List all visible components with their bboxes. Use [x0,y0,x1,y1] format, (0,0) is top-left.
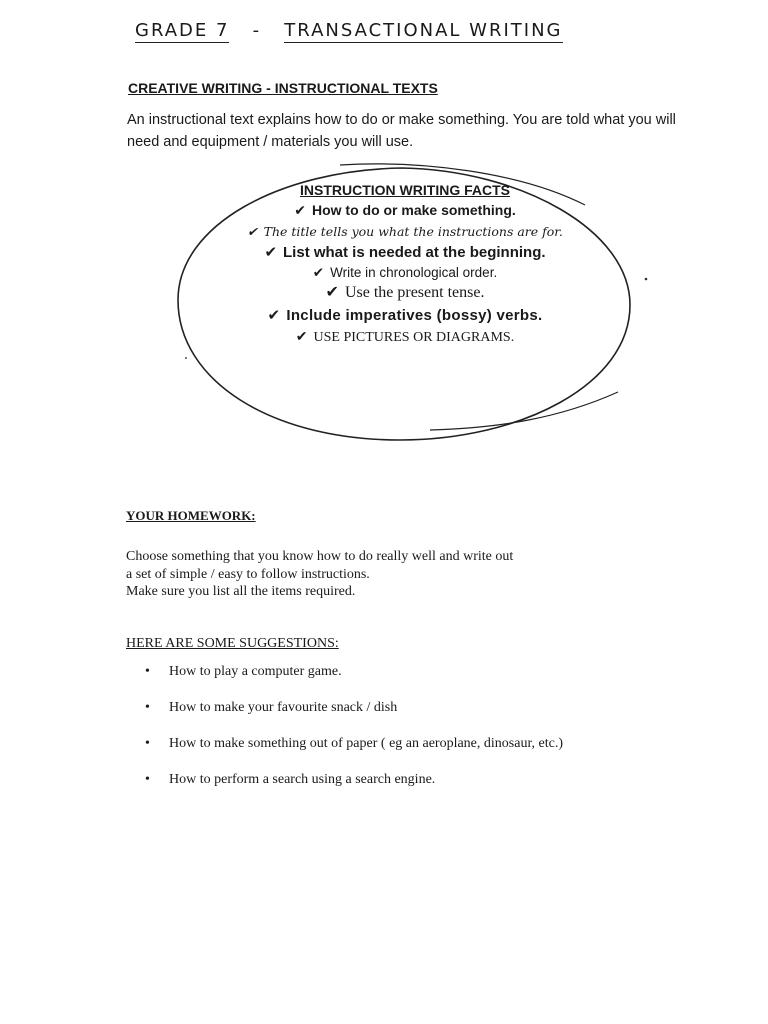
bullet-icon: • [145,736,150,751]
check-icon: ✔ [294,202,306,218]
fact-item: ✔ The title tells you what the instructions are for. [247,224,563,239]
oval-outline-tail [430,392,618,430]
homework-text [126,548,646,601]
suggestions-list [145,664,705,808]
fact-item: ✔ How to do or make something. [294,202,516,218]
title-subject: TRANSACTIONAL WRITING [284,20,563,41]
section-heading: CREATIVE WRITING - INSTRUCTIONAL TEXTS [128,80,438,96]
homework-line: Make sure you list all the items required. [126,584,356,599]
facts-list [200,182,610,349]
fact-item: ✔ USE PICTURES OR DIAGRAMS. [295,330,515,345]
bullet-icon: • [145,772,150,787]
homework-line: Choose something that you know how to do really well and write out [126,549,514,564]
list-item: • How to perform a search using a search engine. [145,772,436,787]
speck-dot [185,357,187,359]
title-separator: - [252,20,262,41]
list-item: • How to make something out of paper ( eg an aeroplane, dinosaur, etc.) [145,736,564,751]
check-icon: ✔ [325,284,339,301]
fact-item: ✔ Write in chronological order. [312,265,498,280]
speck-dot [645,278,648,281]
suggestions-heading: HERE ARE SOME SUGGESTIONS: [126,636,339,651]
fact-item: ✔ List what is needed at the beginning. [264,244,546,261]
check-icon: ✔ [312,265,325,280]
check-icon: ✔ [264,244,278,261]
fact-item: ✔ Use the present tense. [325,284,485,301]
fact-item: ✔ Include imperatives (bossy) verbs. [267,307,543,324]
check-icon: ✔ [267,307,281,324]
intro-paragraph: An instructional text explains how to do or make something. You are told what you will need and equipment / materials you will use. [127,112,676,150]
bullet-icon: • [145,664,150,679]
bullet-icon: • [145,700,150,715]
homework-line: a set of simple / easy to follow instructions. [126,566,370,582]
facts-title: INSTRUCTION WRITING FACTS [300,182,510,198]
check-icon: ✔ [247,224,258,239]
list-item: • How to make your favourite snack / dish [145,700,398,715]
homework-heading: YOUR HOMEWORK: [126,508,256,523]
title-grade: GRADE 7 [135,20,230,41]
list-item: • How to play a computer game. [145,664,342,679]
check-icon: ✔ [295,330,308,345]
